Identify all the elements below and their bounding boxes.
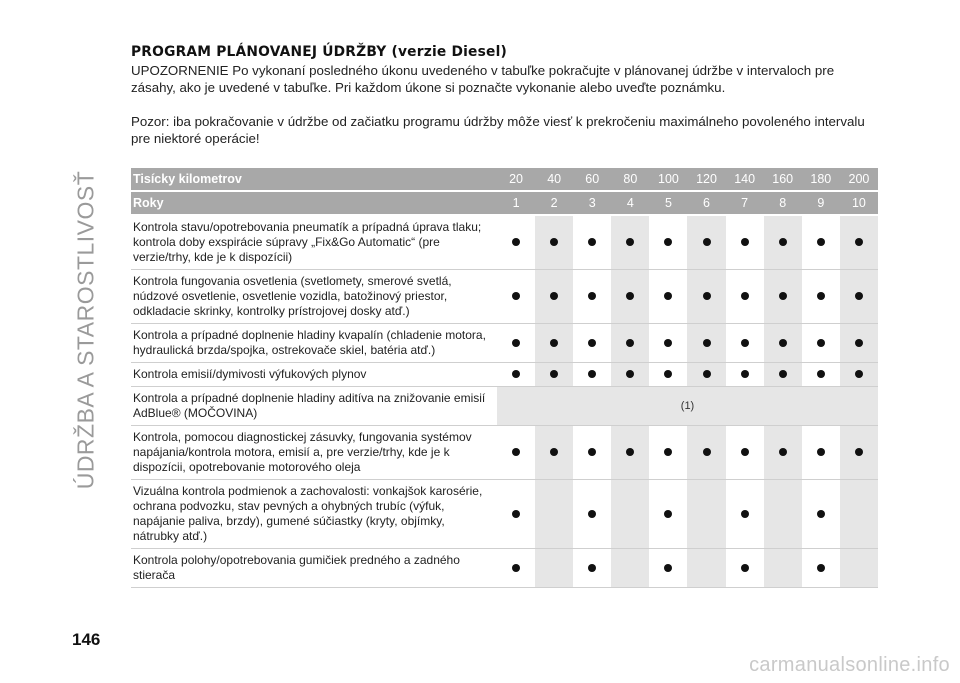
check-dot-icon <box>741 448 749 456</box>
interval-cell <box>497 363 535 387</box>
check-dot-icon <box>626 238 634 246</box>
interval-cell <box>726 549 764 588</box>
header-year-value: 6 <box>687 191 725 215</box>
interval-cell <box>764 480 802 549</box>
table-row <box>131 270 878 324</box>
check-dot-icon <box>550 292 558 300</box>
interval-cell <box>726 215 764 270</box>
interval-cell <box>840 324 878 363</box>
interval-cell <box>802 363 840 387</box>
interval-cell <box>535 363 573 387</box>
interval-cell <box>764 324 802 363</box>
row-label: Kontrola, pomocou diagnostickej zásuvky, fungovania systémov napájania/kontrola motora, emisií a, pre verzie/trhy, kde je k dispozícii, opotrebovanie motorového oleja <box>131 426 497 480</box>
check-dot-icon <box>779 292 787 300</box>
check-dot-icon <box>817 564 825 572</box>
interval-cell <box>687 215 725 270</box>
check-dot-icon <box>588 292 596 300</box>
header-km-value: 80 <box>611 168 649 191</box>
interval-cell <box>611 324 649 363</box>
check-dot-icon <box>817 448 825 456</box>
check-dot-icon <box>512 564 520 572</box>
interval-cell <box>535 324 573 363</box>
header-km-value: 140 <box>726 168 764 191</box>
interval-cell <box>687 426 725 480</box>
check-dot-icon <box>626 292 634 300</box>
check-dot-icon <box>550 238 558 246</box>
check-dot-icon <box>779 370 787 378</box>
interval-cell <box>535 426 573 480</box>
interval-cell <box>802 480 840 549</box>
header-year-value: 2 <box>535 191 573 215</box>
check-dot-icon <box>703 238 711 246</box>
check-dot-icon <box>855 238 863 246</box>
interval-cell <box>535 270 573 324</box>
table-row <box>131 549 878 588</box>
row-label: Kontrola a prípadné doplnenie hladiny aditíva na znižovanie emisií AdBlue® (MOČOVINA) <box>131 387 497 426</box>
table-row <box>131 426 878 480</box>
interval-cell <box>497 426 535 480</box>
interval-cell <box>726 363 764 387</box>
check-dot-icon <box>588 339 596 347</box>
watermark: carmanualsonline.info <box>749 654 950 676</box>
interval-cell <box>802 215 840 270</box>
check-dot-icon <box>512 238 520 246</box>
chapter-side-title-text: ÚDRŽBA A STAROSTLIVOSŤ <box>72 170 99 490</box>
header-km-value: 100 <box>649 168 687 191</box>
interval-cell <box>764 215 802 270</box>
interval-cell <box>840 215 878 270</box>
interval-cell <box>649 270 687 324</box>
interval-cell <box>687 324 725 363</box>
header-year-value: 5 <box>649 191 687 215</box>
interval-cell <box>497 549 535 588</box>
warning-paragraph: UPOZORNENIE Po vykonaní posledného úkonu uvedeného v tabuľke pokračujte v plánovanej údržbe v intervaloch pre zásahy, ako je uvedené v tabuľke. Pri každom úkone si poznačte vykonanie alebo uveďte poznámku. <box>131 63 835 95</box>
interval-cell <box>840 480 878 549</box>
note-paragraph: Pozor: iba pokračovanie v údržbe od začiatku programu údržby môže viesť k prekročeniu maximálneho povoleného intervalu pre niektoré operácie! <box>131 114 865 146</box>
check-dot-icon <box>512 339 520 347</box>
interval-cell <box>611 480 649 549</box>
header-year-value: 9 <box>802 191 840 215</box>
check-dot-icon <box>703 448 711 456</box>
check-dot-icon <box>703 292 711 300</box>
interval-cell <box>802 549 840 588</box>
interval-cell <box>649 549 687 588</box>
row-label: Kontrola polohy/opotrebovania gumičiek predného a zadného stierača <box>131 549 497 588</box>
table-row <box>131 215 878 270</box>
interval-cell <box>802 324 840 363</box>
check-dot-icon <box>588 510 596 518</box>
check-dot-icon <box>550 370 558 378</box>
check-dot-icon <box>817 292 825 300</box>
header-year-value: 1 <box>497 191 535 215</box>
table-row <box>131 480 878 549</box>
check-dot-icon <box>664 238 672 246</box>
check-dot-icon <box>664 339 672 347</box>
row-note: (1) <box>497 387 878 426</box>
check-dot-icon <box>817 370 825 378</box>
check-dot-icon <box>817 339 825 347</box>
check-dot-icon <box>664 510 672 518</box>
interval-cell <box>611 426 649 480</box>
interval-cell <box>687 549 725 588</box>
interval-cell <box>573 549 611 588</box>
header-km-value: 160 <box>764 168 802 191</box>
interval-cell <box>840 270 878 324</box>
table-row <box>131 363 878 387</box>
table-body <box>131 215 878 588</box>
interval-cell <box>573 324 611 363</box>
interval-cell <box>611 549 649 588</box>
interval-cell <box>764 426 802 480</box>
row-label: Kontrola emisií/dymivosti výfukových plynov <box>131 363 497 387</box>
check-dot-icon <box>626 339 634 347</box>
check-dot-icon <box>855 292 863 300</box>
header-row-years <box>131 191 878 215</box>
check-dot-icon <box>664 292 672 300</box>
interval-cell <box>573 480 611 549</box>
check-dot-icon <box>703 339 711 347</box>
row-label: Kontrola fungovania osvetlenia (svetlomety, smerové svetlá, núdzové osvetlenie, osvetlenie vozidla, batožinový priestor, odkladacie skrinky, kontrolky prístrojovej dosky atď.) <box>131 270 497 324</box>
interval-cell <box>726 270 764 324</box>
interval-cell <box>535 480 573 549</box>
interval-cell <box>649 426 687 480</box>
interval-cell <box>497 270 535 324</box>
interval-cell <box>764 270 802 324</box>
check-dot-icon <box>817 238 825 246</box>
header-year-value: 7 <box>726 191 764 215</box>
row-label: Kontrola stavu/opotrebovania pneumatík a prípadná úprava tlaku; kontrola doby exspirácie súpravy „Fix&Go Automatic“ (pre verzie/trhy, kde je k dispozícii) <box>131 215 497 270</box>
check-dot-icon <box>741 510 749 518</box>
check-dot-icon <box>741 370 749 378</box>
page-number: 146 <box>72 630 101 649</box>
header-km-value: 120 <box>687 168 725 191</box>
interval-cell <box>497 215 535 270</box>
interval-cell <box>687 480 725 549</box>
check-dot-icon <box>741 564 749 572</box>
interval-cell <box>535 215 573 270</box>
interval-cell <box>649 363 687 387</box>
interval-cell <box>726 480 764 549</box>
interval-cell <box>611 215 649 270</box>
check-dot-icon <box>817 510 825 518</box>
check-dot-icon <box>550 339 558 347</box>
interval-cell <box>649 324 687 363</box>
check-dot-icon <box>626 448 634 456</box>
check-dot-icon <box>779 448 787 456</box>
maintenance-table <box>131 168 878 588</box>
check-dot-icon <box>512 448 520 456</box>
check-dot-icon <box>512 292 520 300</box>
check-dot-icon <box>855 448 863 456</box>
interval-cell <box>497 324 535 363</box>
header-year-value: 8 <box>764 191 802 215</box>
table-row <box>131 324 878 363</box>
interval-cell <box>726 324 764 363</box>
check-dot-icon <box>779 238 787 246</box>
check-dot-icon <box>512 510 520 518</box>
interval-cell <box>573 215 611 270</box>
header-km-value: 20 <box>497 168 535 191</box>
interval-cell <box>573 426 611 480</box>
check-dot-icon <box>664 448 672 456</box>
header-km-value: 200 <box>840 168 878 191</box>
check-dot-icon <box>741 292 749 300</box>
header-km-value: 180 <box>802 168 840 191</box>
check-dot-icon <box>855 339 863 347</box>
check-dot-icon <box>703 370 711 378</box>
header-km-value: 40 <box>535 168 573 191</box>
check-dot-icon <box>626 370 634 378</box>
check-dot-icon <box>779 339 787 347</box>
interval-cell <box>573 363 611 387</box>
row-label: Vizuálna kontrola podmienok a zachovalosti: vonkajšok karosérie, ochrana podvozku, stav pevných a ohybných trubíc (výfuk, napájanie paliva, brzdy), gumené súčiastky (kryty, objímky, nátrubky atď.) <box>131 480 497 549</box>
interval-cell <box>840 549 878 588</box>
interval-cell <box>840 426 878 480</box>
interval-cell <box>611 270 649 324</box>
table-header <box>131 168 878 215</box>
check-dot-icon <box>588 448 596 456</box>
interval-cell <box>649 480 687 549</box>
interval-cell <box>535 549 573 588</box>
interval-cell <box>687 270 725 324</box>
interval-cell <box>840 363 878 387</box>
interval-cell <box>649 215 687 270</box>
header-row-km <box>131 168 878 191</box>
header-km-label: Tisícky kilometrov <box>131 168 497 191</box>
row-label: Kontrola a prípadné doplnenie hladiny kvapalín (chladenie motora, hydraulická brzda/spojka, ostrekovače skiel, batéria atď.) <box>131 324 497 363</box>
header-year-value: 3 <box>573 191 611 215</box>
interval-cell <box>611 363 649 387</box>
header-year-value: 10 <box>840 191 878 215</box>
interval-cell <box>687 363 725 387</box>
header-km-value: 60 <box>573 168 611 191</box>
section-title: PROGRAM PLÁNOVANEJ ÚDRŽBY (verzie Diesel) <box>131 44 507 60</box>
table-row <box>131 387 878 426</box>
interval-cell <box>764 363 802 387</box>
check-dot-icon <box>741 238 749 246</box>
check-dot-icon <box>664 564 672 572</box>
interval-cell <box>764 549 802 588</box>
check-dot-icon <box>588 370 596 378</box>
interval-cell <box>497 480 535 549</box>
check-dot-icon <box>588 564 596 572</box>
check-dot-icon <box>512 370 520 378</box>
header-year-value: 4 <box>611 191 649 215</box>
check-dot-icon <box>550 448 558 456</box>
check-dot-icon <box>664 370 672 378</box>
interval-cell <box>726 426 764 480</box>
check-dot-icon <box>588 238 596 246</box>
interval-cell <box>802 426 840 480</box>
check-dot-icon <box>741 339 749 347</box>
header-years-label: Roky <box>131 191 497 215</box>
main-content <box>131 44 878 588</box>
interval-cell <box>802 270 840 324</box>
check-dot-icon <box>855 370 863 378</box>
interval-cell <box>573 270 611 324</box>
